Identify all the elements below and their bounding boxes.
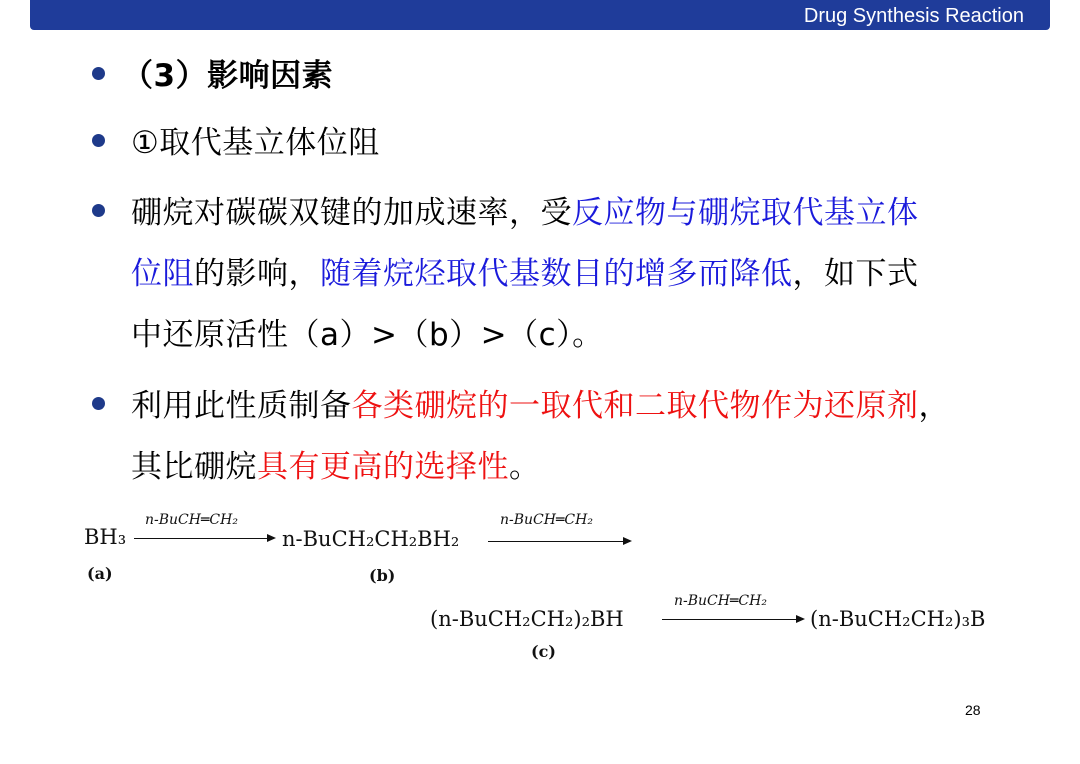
bullet-dot (92, 204, 105, 217)
bullet-dot (92, 134, 105, 147)
page-number: 28 (965, 702, 981, 718)
text-segment: 。 (509, 449, 541, 485)
paragraph-line: 中还原活性（a）>（b）>（c）。 (131, 317, 604, 353)
label-c: (c) (531, 642, 556, 661)
text-segment: ，如下式 (792, 256, 919, 292)
bullet-dot (92, 397, 105, 410)
highlight-red: 各类硼烷的一取代和二取代物作为还原剂 (351, 388, 919, 424)
text-segment: ， (918, 388, 950, 424)
header-title: Drug Synthesis Reaction (803, 5, 1024, 27)
reactant-bh3: BH₃ (84, 525, 127, 549)
highlight-blue: 反应物与硼烷取代基立体 (572, 195, 919, 231)
bullet-dot (92, 67, 105, 80)
reagent-label: n-BuCH═CH₂ (145, 512, 238, 528)
highlight-blue: 位阻 (131, 256, 194, 292)
paragraph-line (131, 380, 950, 425)
text-segment: 的影响， (194, 256, 320, 292)
product-trialkylborane: (n-BuCH₂CH₂)₃B (810, 607, 986, 631)
paragraph-line (131, 441, 541, 486)
label-a: (a) (87, 564, 113, 583)
subheading-steric: ①取代基立体位阻 (131, 125, 380, 161)
header-bar (30, 0, 1050, 30)
reaction-arrow (662, 619, 803, 620)
reaction-arrow (488, 541, 630, 542)
text-segment: 硼烷对碳碳双键的加成速率，受 (131, 195, 572, 231)
reagent-label: n-BuCH═CH₂ (500, 512, 593, 528)
reaction-arrow (134, 538, 274, 539)
reagent-label: n-BuCH═CH₂ (674, 593, 767, 609)
highlight-red: 具有更高的选择性 (257, 449, 509, 485)
heading-factors: （3）影响因素 (122, 58, 334, 94)
product-monoalkylborane: n-BuCH₂CH₂BH₂ (282, 527, 460, 551)
paragraph-line (131, 248, 919, 293)
highlight-blue: 随着烷烃取代基数目的增多而降低 (320, 256, 793, 292)
paragraph-line (131, 187, 919, 232)
reactant-dialkylborane: (n-BuCH₂CH₂)₂BH (430, 607, 624, 631)
text-segment: 其比硼烷 (131, 449, 257, 485)
text-segment: 利用此性质制备 (131, 388, 352, 424)
label-b: (b) (369, 566, 396, 585)
